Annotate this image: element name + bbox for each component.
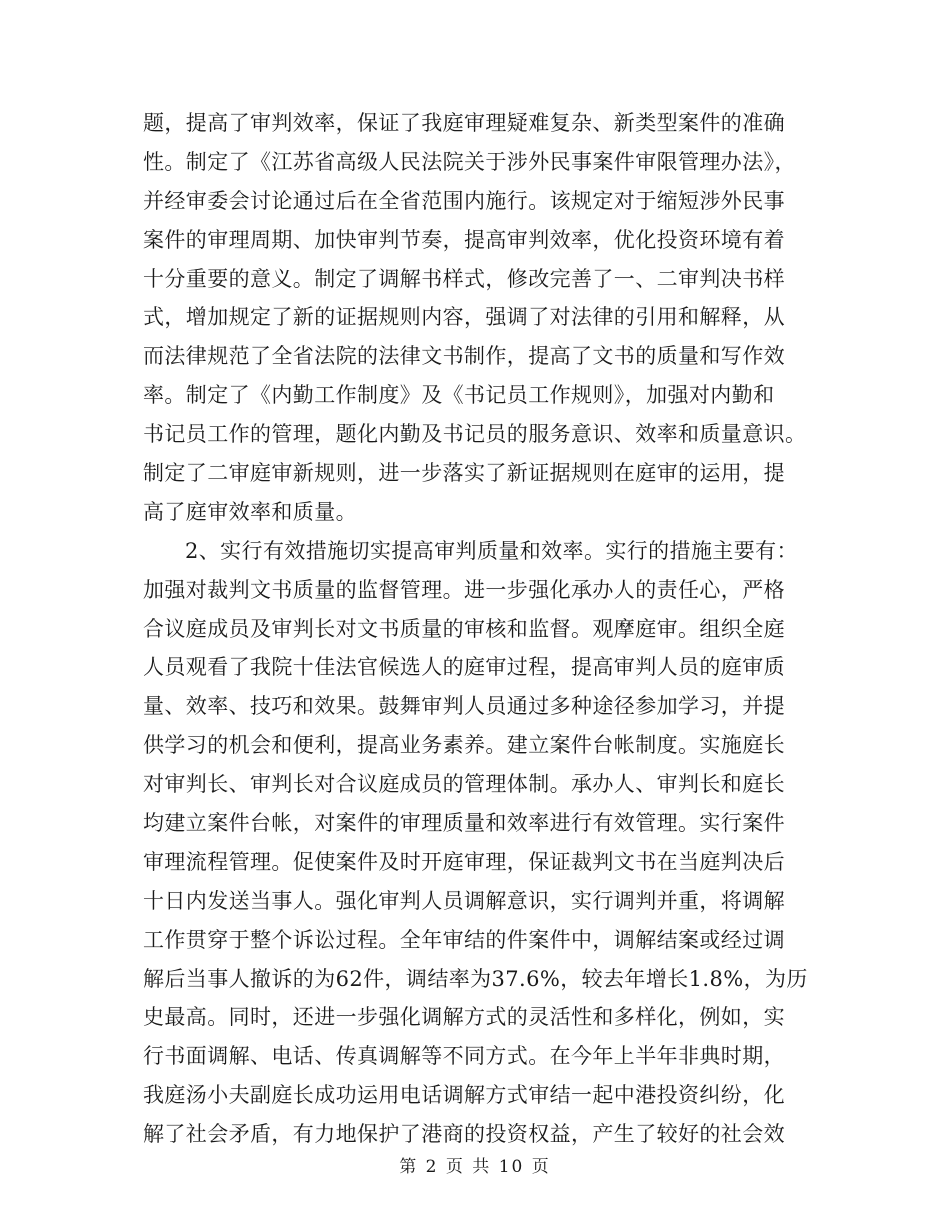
text-line-3: 并经审委会讨论通过后在全省范围内施行。该规定对于缩短涉外民事 [143, 188, 785, 213]
text-line-1: 题，提高了审判效率，保证了我庭审理疑难复杂、新类型案件的准确 [143, 111, 785, 135]
text-line-15: 人员观看了我院十佳法官候选人的庭审过程，提高审判人员的庭审质 [143, 655, 785, 680]
page-number-footer: 第 2 页 共 10 页 [399, 1157, 551, 1177]
text-line-7: 而法律规范了全省法院的法律文书制作，提高了文书的质量和写作效 [143, 344, 785, 369]
text-line-5: 十分重要的意义。制定了调解书样式，修改完善了一、二审判决书样 [143, 266, 785, 291]
text-line-2: 性。制定了《江苏省高级人民法院关于涉外民事案件审限管理办法》， [143, 149, 796, 174]
text-line-19: 均建立案件台帐，对案件的审理质量和效率进行有效管理。实行案件 [143, 811, 785, 836]
text-line-10: 制定了二审庭审新规则，进一步落实了新证据规则在庭审的运用，提 [143, 461, 785, 486]
text-line-14: 合议庭成员及审判长对文书质量的审核和监督。观摩庭审。组织全庭 [143, 616, 785, 641]
text-line-21: 十日内发送当事人。强化审判人员调解意识，实行调判并重，将调解 [143, 888, 785, 913]
text-line-23: 解后当事人撤诉的为62件，调结率为37.6%，较去年增长1.8%，为历 [143, 966, 808, 991]
text-line-26: 我庭汤小夫副庭长成功运用电话调解方式审结一起中港投资纠纷，化 [143, 1083, 785, 1108]
text-line-24: 史最高。同时，还进一步强化调解方式的灵活性和多样化，例如，实 [143, 1005, 785, 1030]
text-line-13: 加强对裁判文书质量的监督管理。进一步强化承办人的责任心，严格 [143, 577, 785, 602]
text-line-25: 行书面调解、电话、传真调解等不同方式。在今年上半年非典时期， [143, 1044, 785, 1069]
text-line-4: 案件的审理周期、加快审判节奏，提高审判效率，优化投资环境有着 [143, 227, 785, 252]
text-line-9: 书记员工作的管理，题化内勤及书记员的服务意识、效率和质量意识。 [143, 422, 807, 447]
text-line-6: 式，增加规定了新的证据规则内容，强调了对法律的引用和解释，从 [143, 305, 785, 330]
text-line-12: 2、实行有效措施切实提高审判质量和效率。实行的措施主要有： [185, 538, 798, 563]
text-line-20: 审理流程管理。促使案件及时开庭审理，保证裁判文书在当庭判决后 [143, 849, 785, 874]
document-body [143, 104, 808, 1154]
text-line-18: 对审判长、审判长对合议庭成员的管理体制。承办人、审判长和庭长 [143, 772, 785, 797]
text-line-16: 量、效率、技巧和效果。鼓舞审判人员通过多种途径参加学习，并提 [143, 694, 785, 719]
text-line-22: 工作贯穿于整个诉讼过程。全年审结的件案件中，调解结案或经过调 [143, 927, 785, 952]
text-line-27: 解了社会矛盾，有力地保护了港商的投资权益，产生了较好的社会效 [143, 1122, 785, 1147]
text-line-17: 供学习的机会和便利，提高业务素养。建立案件台帐制度。实施庭长 [143, 733, 785, 758]
text-line-11: 高了庭审效率和质量。 [143, 499, 357, 524]
text-line-8: 率。制定了《内勤工作制度》及《书记员工作规则》，加强对内勤和 [143, 383, 775, 408]
